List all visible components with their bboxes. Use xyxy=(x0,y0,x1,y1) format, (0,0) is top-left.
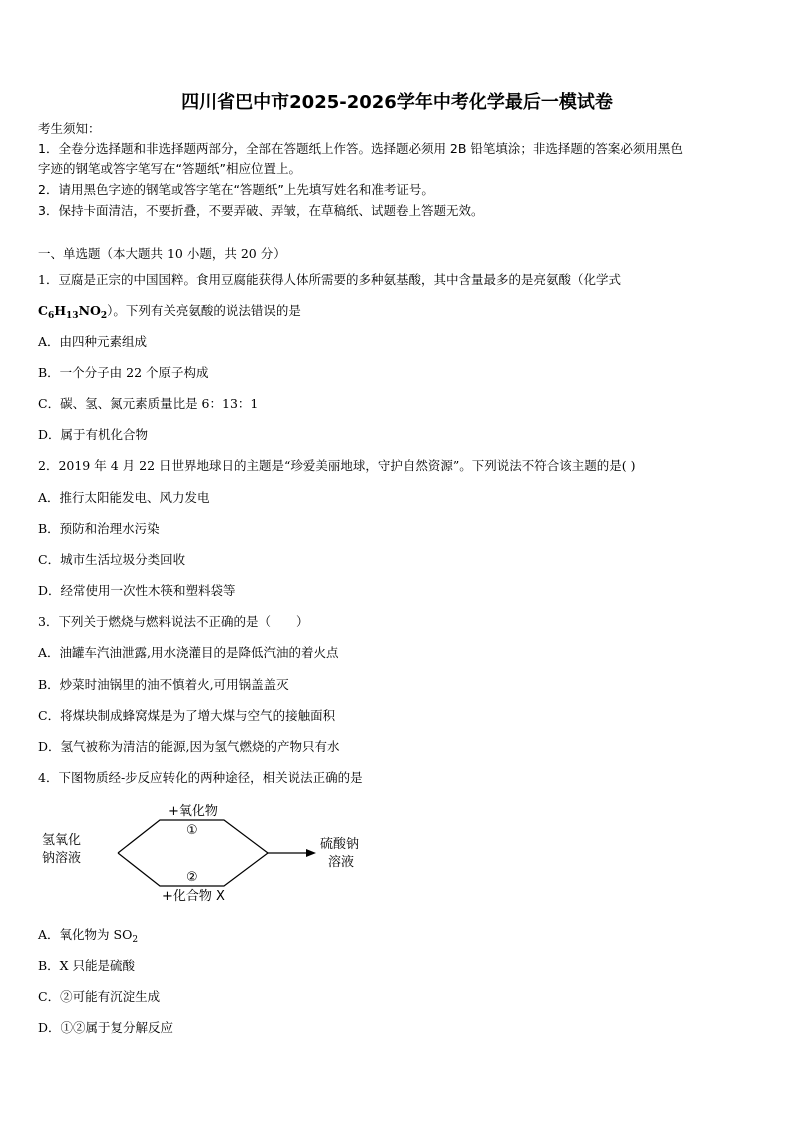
option-b: B．炒菜时油锅里的油不慎着火,可用锅盖盖灭 xyxy=(38,677,289,692)
diagram-right-label-1: 硫酸钠 xyxy=(320,837,360,852)
option-a: A．由四种元素组成 xyxy=(38,334,148,349)
option-c: C．城市生活垃圾分类回收 xyxy=(38,552,186,567)
option-c: C．②可能有沉淀生成 xyxy=(38,989,161,1004)
option-d: D．属于有机化合物 xyxy=(38,427,149,442)
notice-line: 3．保持卡面清洁，不要折叠，不要弄破、弄皱，在草稿纸、试题卷上答题无效。 xyxy=(38,203,484,218)
option-a: A．氧化物为 $SO_2$ xyxy=(38,927,139,945)
question-stem: 2．2019 年 4 月 22 日世界地球日的主题是“珍爱美丽地球，守护自然资源”。下列说法不符合该主题的是( ) xyxy=(38,458,636,473)
reaction-diagram xyxy=(38,800,368,910)
option-a: A．推行太阳能发电、风力发电 xyxy=(38,490,210,505)
diagram-bottom-number: ② xyxy=(186,870,198,885)
option-b: B．一个分子由 22 个原子构成 xyxy=(38,365,209,380)
diagram-left-label-2: 钠溶液 xyxy=(42,851,82,866)
question-stem: 1．豆腐是正宗的中国国粹。食用豆腐能获得人体所需要的多种氨基酸，其中含量最多的是亮氨酸（化学式 xyxy=(38,272,621,287)
option-a: A．油罐车汽油泄露,用水浇灌目的是降低汽油的着火点 xyxy=(38,645,339,660)
page-title: 四川省巴中市2025-2026学年中考化学最后一模试卷 xyxy=(181,92,613,113)
diagram-top-number: ① xyxy=(186,823,198,838)
diagram-left-label-1: 氢氧化 xyxy=(42,833,82,848)
notice-line: 2．请用黑色字迹的钢笔或答字笔在“答题纸”上先填写姓名和准考证号。 xyxy=(38,182,434,197)
option-c: C．将煤块制成蜂窝煤是为了增大煤与空气的接触面积 xyxy=(38,708,336,723)
notice-line: 字迹的钢笔或答字笔写在“答题纸”相应位置上。 xyxy=(38,161,301,176)
diagram-bottom-label: +化合物 X xyxy=(162,889,225,904)
option-d: D．①②属于复分解反应 xyxy=(38,1020,174,1035)
option-b: B．X 只能是硫酸 xyxy=(38,958,136,973)
option-c: C．碳、氢、氮元素质量比是 6：13：1 xyxy=(38,396,259,411)
question-stem: 4．下图物质经-步反应转化的两种途径，相关说法正确的是 xyxy=(38,770,363,785)
option-b: B．预防和治理水污染 xyxy=(38,521,160,536)
section-heading: 一、单选题（本大题共 10 小题，共 20 分） xyxy=(38,246,286,261)
arrow-head-icon xyxy=(306,849,316,857)
notice-heading: 考生须知： xyxy=(38,121,101,136)
diagram-top-label: +氧化物 xyxy=(168,804,218,819)
notice-line: 1．全卷分选择题和非选择题两部分，全部在答题纸上作答。选择题必须用 2B 铅笔填涂；非选择题的答案必须用黑色 xyxy=(38,141,683,156)
option-d: D．经常使用一次性木筷和塑料袋等 xyxy=(38,583,236,598)
question-stem: 3．下列关于燃烧与燃料说法不正确的是（ ） xyxy=(38,614,309,629)
question-stem-continued: $C_6H_{13}NO_2$）。下列有关亮氨酸的说法错误的是 xyxy=(38,303,301,321)
diagram-right-label-2: 溶液 xyxy=(328,855,355,870)
formula: $C_6H_{13}NO_2$ xyxy=(38,303,108,321)
option-d: D．氢气被称为清洁的能源,因为氢气燃烧的产物只有水 xyxy=(38,739,340,754)
